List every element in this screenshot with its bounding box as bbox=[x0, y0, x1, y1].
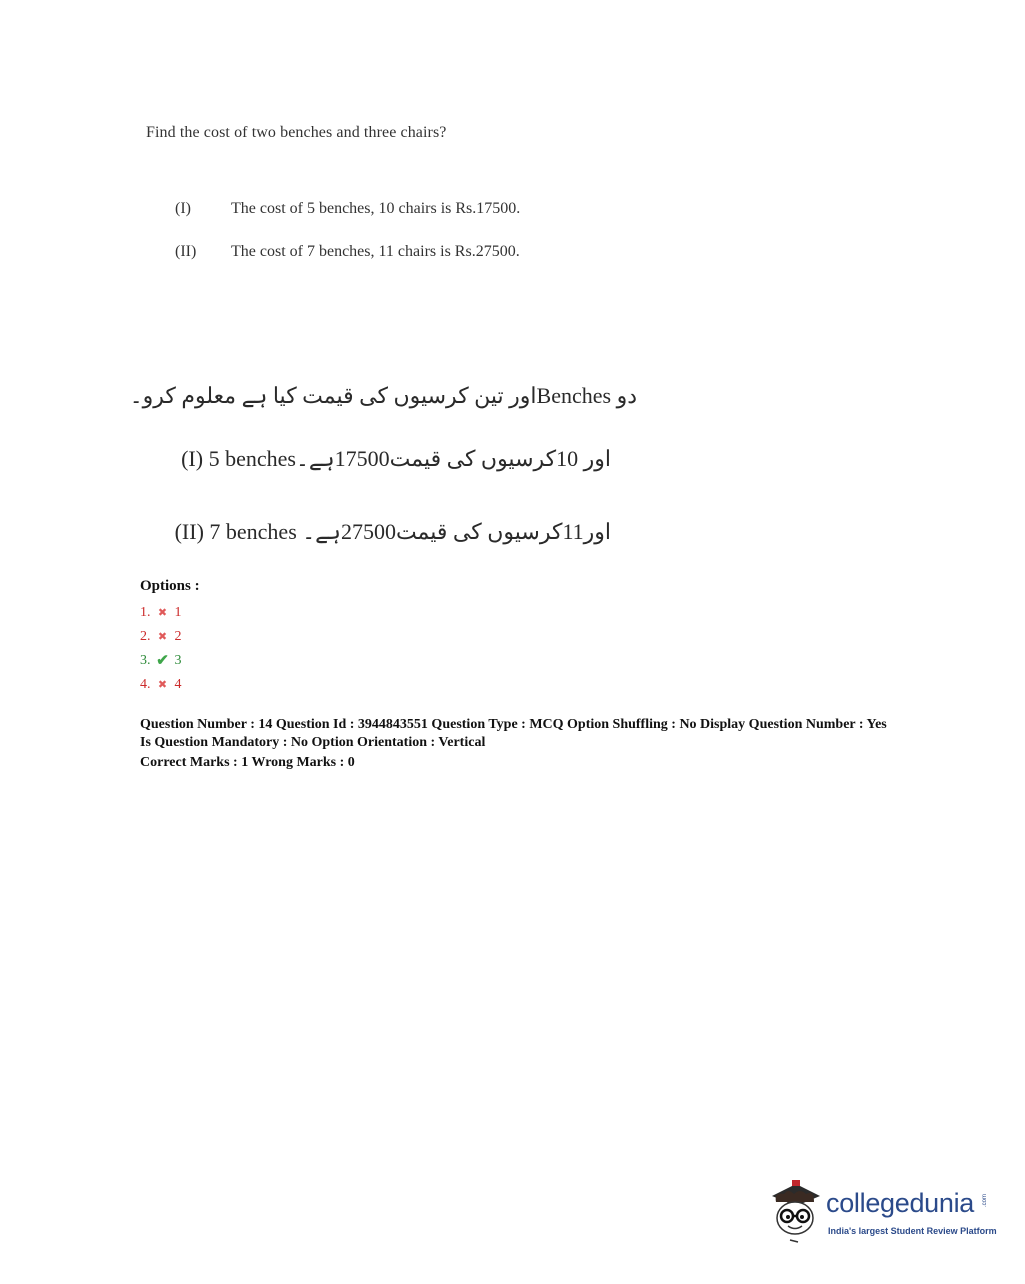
logo-wordmark: collegedunia bbox=[826, 1188, 975, 1218]
question-meta: Question Number : 14 Question Id : 3944843551 Question Type : MCQ Option Shuffling : No Display Question Number : Yes Is Question Mandatory : No Option Orientation : Vertical bbox=[140, 717, 887, 750]
statement-1 bbox=[175, 200, 520, 218]
logo-tagline: India's largest Student Review Platform bbox=[828, 1226, 997, 1236]
option-number: 2. bbox=[140, 629, 151, 644]
statement-number: (II) bbox=[175, 243, 197, 260]
option-2 bbox=[140, 625, 182, 649]
option-value: 2 bbox=[174, 629, 182, 644]
urdu-statement-2: (II) 7 benches اور11کرسیوں کی قیمت27500ہے۔ bbox=[174, 519, 611, 544]
statement-text: The cost of 7 benches, 11 chairs is Rs.27500. bbox=[231, 243, 520, 260]
check-icon: ✔ bbox=[156, 653, 169, 669]
option-1 bbox=[140, 601, 182, 625]
options-label: Options : bbox=[140, 578, 200, 594]
urdu-question: دو Benchesاور تین کرسیوں کی قیمت کیا ہے معلوم کرو۔ bbox=[129, 383, 637, 408]
statement-2 bbox=[175, 243, 520, 261]
cross-icon: ✖ bbox=[157, 679, 168, 691]
option-4 bbox=[140, 673, 182, 697]
option-value: 4 bbox=[174, 677, 182, 692]
question-prompt: Find the cost of two benches and three chairs? bbox=[146, 124, 447, 141]
option-value: 3 bbox=[174, 653, 182, 668]
statement-number: (I) bbox=[175, 200, 191, 217]
mascot-icon bbox=[766, 1178, 824, 1244]
option-number: 3. bbox=[140, 653, 151, 668]
option-number: 4. bbox=[140, 677, 151, 692]
collegedunia-logo bbox=[766, 1178, 996, 1248]
marks-info: Correct Marks : 1 Wrong Marks : 0 bbox=[140, 755, 355, 770]
urdu-statement-1: (I) 5 benchesاور 10کرسیوں کی قیمت17500ہے۔ bbox=[181, 446, 611, 471]
option-number: 1. bbox=[140, 605, 151, 620]
statement-text: The cost of 5 benches, 10 chairs is Rs.17500. bbox=[231, 200, 521, 217]
options-list bbox=[140, 601, 182, 697]
cross-icon: ✖ bbox=[157, 607, 168, 619]
cross-icon: ✖ bbox=[157, 631, 168, 643]
option-3 bbox=[140, 649, 182, 673]
option-value: 1 bbox=[174, 605, 182, 620]
logo-domain-suffix: .com bbox=[982, 1194, 988, 1208]
